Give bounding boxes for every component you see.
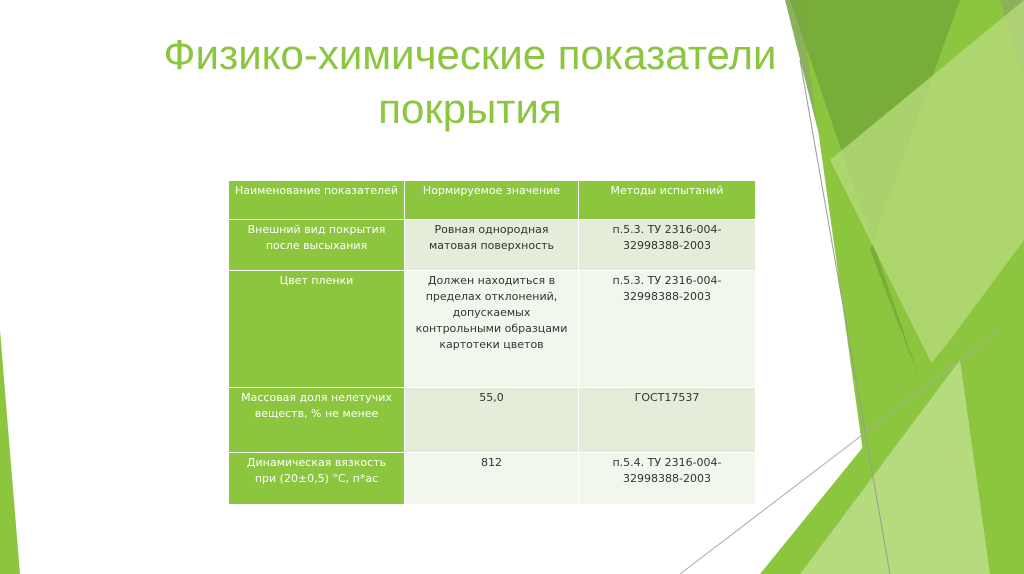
table-row: [229, 220, 756, 271]
row-name: Внешний вид покрытия после высыхания: [229, 220, 405, 271]
table-row: [229, 388, 756, 453]
row-method: п.5.3. ТУ 2316-004-32998388-2003: [579, 271, 756, 388]
slide-title-line1: Физико-химические показатели: [163, 31, 777, 78]
row-name: Динамическая вязкость при (20±0,5) °С, п*ас: [229, 453, 405, 505]
slide-title-line2: покрытия: [378, 85, 562, 132]
row-value: 55,0: [405, 388, 579, 453]
row-method: ГОСТ17537: [579, 388, 756, 453]
row-value: Должен находиться в пределах отклонений, допускаемых контрольными образцами картотеки цветов: [405, 271, 579, 388]
row-name: Массовая доля нелетучих веществ, % не менее: [229, 388, 405, 453]
slide-title: [60, 28, 880, 136]
table-row: [229, 453, 756, 505]
row-method: п.5.3. ТУ 2316-004-32998388-2003: [579, 220, 756, 271]
header-value: Нормируемое значение: [405, 181, 579, 220]
properties-table: [228, 180, 756, 505]
row-name: Цвет пленки: [229, 271, 405, 388]
header-method: Методы испытаний: [579, 181, 756, 220]
left-green-shard: [0, 330, 20, 574]
row-value: 812: [405, 453, 579, 505]
table-row: [229, 271, 756, 388]
row-value: Ровная однородная матовая поверхность: [405, 220, 579, 271]
table-header-row: [229, 181, 756, 220]
row-method: п.5.4. ТУ 2316-004-32998388-2003: [579, 453, 756, 505]
header-name: Наименование показателей: [229, 181, 405, 220]
